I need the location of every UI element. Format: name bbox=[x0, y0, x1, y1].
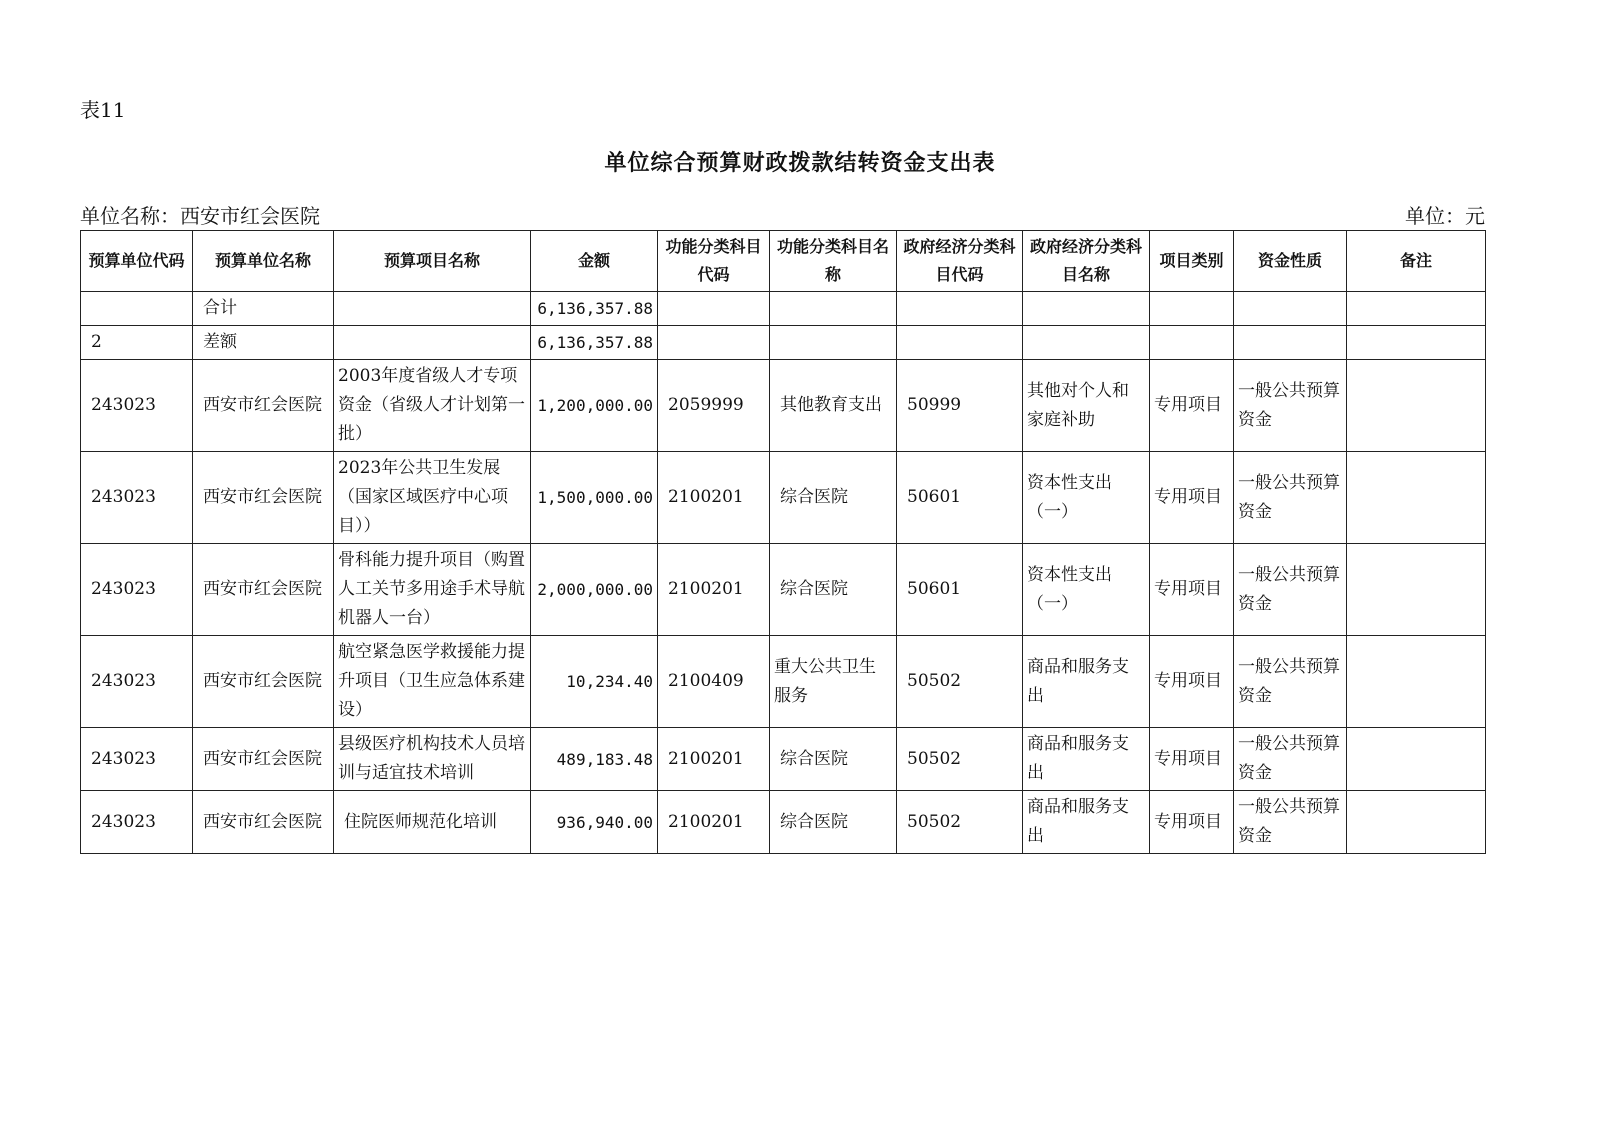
header-unit-code: 预算单位代码 bbox=[81, 231, 193, 292]
cell-project bbox=[334, 326, 531, 360]
cell-name: 西安市红会医院 bbox=[193, 360, 334, 452]
cell-func-name: 其他教育支出 bbox=[770, 360, 897, 452]
header-func-code: 功能分类科目代码 bbox=[658, 231, 770, 292]
cell-project bbox=[334, 292, 531, 326]
cell-fund-type: 一般公共预算资金 bbox=[1234, 544, 1347, 636]
cell-project: 住院医师规范化培训 bbox=[334, 791, 531, 854]
cell-category: 专用项目 bbox=[1150, 452, 1234, 544]
header-category: 项目类别 bbox=[1150, 231, 1234, 292]
table-row bbox=[81, 791, 1486, 854]
cell-code: 2 bbox=[81, 326, 193, 360]
currency-unit: 单位：元 bbox=[1405, 204, 1485, 228]
page-title: 单位综合预算财政拨款结转资金支出表 bbox=[604, 151, 996, 176]
cell-name: 西安市红会医院 bbox=[193, 452, 334, 544]
cell-code: 243023 bbox=[81, 791, 193, 854]
cell-category: 专用项目 bbox=[1150, 360, 1234, 452]
header-econ-name: 政府经济分类科目名称 bbox=[1023, 231, 1150, 292]
cell-econ-name: 资本性支出（一） bbox=[1023, 544, 1150, 636]
cell-fund-type: 一般公共预算资金 bbox=[1234, 728, 1347, 791]
cell-econ-code: 50601 bbox=[897, 544, 1023, 636]
cell-func-name: 综合医院 bbox=[770, 452, 897, 544]
cell-fund-type: 一般公共预算资金 bbox=[1234, 452, 1347, 544]
table-row bbox=[81, 452, 1486, 544]
cell-amount: 2,000,000.00 bbox=[531, 544, 658, 636]
cell-econ-code: 50601 bbox=[897, 452, 1023, 544]
header-project-name: 预算项目名称 bbox=[334, 231, 531, 292]
cell-note bbox=[1347, 360, 1486, 452]
header-row bbox=[81, 231, 1486, 292]
cell-name: 合计 bbox=[193, 292, 334, 326]
table-row bbox=[81, 728, 1486, 791]
cell-name: 西安市红会医院 bbox=[193, 728, 334, 791]
cell-econ-name: 其他对个人和家庭补助 bbox=[1023, 360, 1150, 452]
table-row bbox=[81, 544, 1486, 636]
cell-econ-name: 商品和服务支出 bbox=[1023, 636, 1150, 728]
header-func-name: 功能分类科目名称 bbox=[770, 231, 897, 292]
table-number: 表11 bbox=[80, 98, 126, 122]
cell-amount: 489,183.48 bbox=[531, 728, 658, 791]
budget-table bbox=[80, 230, 1486, 854]
cell-func-code: 2100201 bbox=[658, 728, 770, 791]
header-fund-type: 资金性质 bbox=[1234, 231, 1347, 292]
cell-econ-code: 50502 bbox=[897, 636, 1023, 728]
header-econ-code: 政府经济分类科目代码 bbox=[897, 231, 1023, 292]
table-row bbox=[81, 636, 1486, 728]
cell-code: 243023 bbox=[81, 636, 193, 728]
cell-project: 2003年度省级人才专项资金（省级人才计划第一批） bbox=[334, 360, 531, 452]
cell-func-code: 2100201 bbox=[658, 452, 770, 544]
cell-func-code: 2059999 bbox=[658, 360, 770, 452]
cell-category: 专用项目 bbox=[1150, 544, 1234, 636]
cell-fund-type: 一般公共预算资金 bbox=[1234, 360, 1347, 452]
cell-note bbox=[1347, 791, 1486, 854]
cell-econ-name: 商品和服务支出 bbox=[1023, 791, 1150, 854]
cell-category: 专用项目 bbox=[1150, 791, 1234, 854]
cell-project: 县级医疗机构技术人员培训与适宜技术培训 bbox=[334, 728, 531, 791]
cell-amount: 1,500,000.00 bbox=[531, 452, 658, 544]
cell-note bbox=[1347, 544, 1486, 636]
header-amount: 金额 bbox=[531, 231, 658, 292]
unit-name: 单位名称：西安市红会医院 bbox=[80, 204, 320, 228]
cell-amount: 10,234.40 bbox=[531, 636, 658, 728]
cell-amount: 6,136,357.88 bbox=[531, 326, 658, 360]
cell-note bbox=[1347, 636, 1486, 728]
cell-func-name: 综合医院 bbox=[770, 791, 897, 854]
cell-project: 航空紧急医学救援能力提升项目（卫生应急体系建设） bbox=[334, 636, 531, 728]
cell-note bbox=[1347, 728, 1486, 791]
header-unit-name: 预算单位名称 bbox=[193, 231, 334, 292]
difference-row bbox=[81, 326, 1486, 360]
cell-func-name: 综合医院 bbox=[770, 728, 897, 791]
cell-econ-code: 50502 bbox=[897, 791, 1023, 854]
cell-category: 专用项目 bbox=[1150, 728, 1234, 791]
cell-func-code: 2100409 bbox=[658, 636, 770, 728]
header-note: 备注 bbox=[1347, 231, 1486, 292]
cell-amount: 1,200,000.00 bbox=[531, 360, 658, 452]
cell-code: 243023 bbox=[81, 544, 193, 636]
cell-name: 西安市红会医院 bbox=[193, 544, 334, 636]
cell-econ-name: 资本性支出（一） bbox=[1023, 452, 1150, 544]
cell-name: 西安市红会医院 bbox=[193, 636, 334, 728]
cell-econ-name: 商品和服务支出 bbox=[1023, 728, 1150, 791]
cell-amount: 936,940.00 bbox=[531, 791, 658, 854]
total-row bbox=[81, 292, 1486, 326]
table-row bbox=[81, 360, 1486, 452]
cell-code: 243023 bbox=[81, 728, 193, 791]
cell-name: 西安市红会医院 bbox=[193, 791, 334, 854]
cell-fund-type: 一般公共预算资金 bbox=[1234, 791, 1347, 854]
cell-econ-code: 50502 bbox=[897, 728, 1023, 791]
cell-project: 2023年公共卫生发展（国家区域医疗中心项目）） bbox=[334, 452, 531, 544]
cell-fund-type: 一般公共预算资金 bbox=[1234, 636, 1347, 728]
cell-econ-code: 50999 bbox=[897, 360, 1023, 452]
cell-code: 243023 bbox=[81, 360, 193, 452]
cell-category: 专用项目 bbox=[1150, 636, 1234, 728]
cell-func-code: 2100201 bbox=[658, 791, 770, 854]
cell-code bbox=[81, 292, 193, 326]
cell-func-name: 综合医院 bbox=[770, 544, 897, 636]
cell-func-name: 重大公共卫生服务 bbox=[770, 636, 897, 728]
cell-project: 骨科能力提升项目（购置人工关节多用途手术导航机器人一台） bbox=[334, 544, 531, 636]
cell-note bbox=[1347, 452, 1486, 544]
cell-func-code: 2100201 bbox=[658, 544, 770, 636]
cell-code: 243023 bbox=[81, 452, 193, 544]
cell-amount: 6,136,357.88 bbox=[531, 292, 658, 326]
cell-name: 差额 bbox=[193, 326, 334, 360]
